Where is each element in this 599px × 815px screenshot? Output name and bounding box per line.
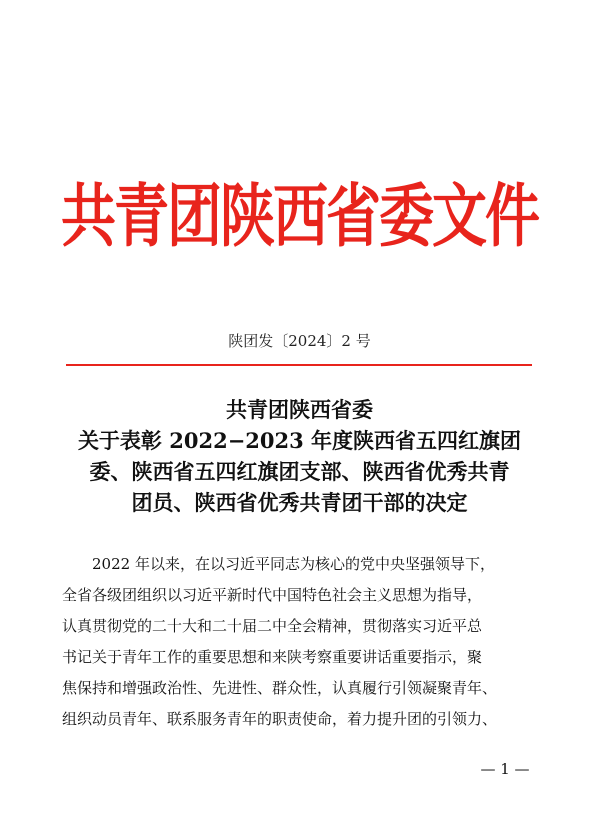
body-line: 2022 年以来，在以习近平同志为核心的党中央坚强领导下，: [92, 555, 495, 573]
body-line: 焦保持和增强政治性、先进性、群众性，认真履行引领凝聚青年、: [62, 679, 498, 697]
title-line: 团员、陕西省优秀共青团干部的决定: [131, 490, 468, 515]
document-number: 陕团发〔2024〕2 号: [228, 332, 371, 350]
body-line: 书记关于青年工作的重要思想和来陕考察重要讲话重要指示，聚: [62, 648, 483, 666]
body-line: 认真贯彻党的二十大和二十届二中全会精神，贯彻落实习近平总: [62, 617, 483, 635]
body-paragraph: [62, 549, 537, 735]
red-separator-line: [66, 364, 532, 366]
title-line: 共青团陕西省委: [226, 397, 373, 422]
body-line: 组织动员青年、联系服务青年的职责使命，着力提升团的引领力、: [62, 710, 498, 728]
title-line: 委、陕西省五四红旗团支部、陕西省优秀共青: [89, 459, 510, 484]
title-line: 关于表彰 2022−2023 年度陕西省五四红旗团: [77, 428, 522, 453]
body-line: 全省各级团组织以习近平新时代中国特色社会主义思想为指导，: [62, 586, 483, 604]
page-number: — 1 —: [480, 760, 530, 778]
document-masthead: 共青团陕西省委文件: [60, 176, 538, 256]
document-title: [40, 394, 559, 518]
